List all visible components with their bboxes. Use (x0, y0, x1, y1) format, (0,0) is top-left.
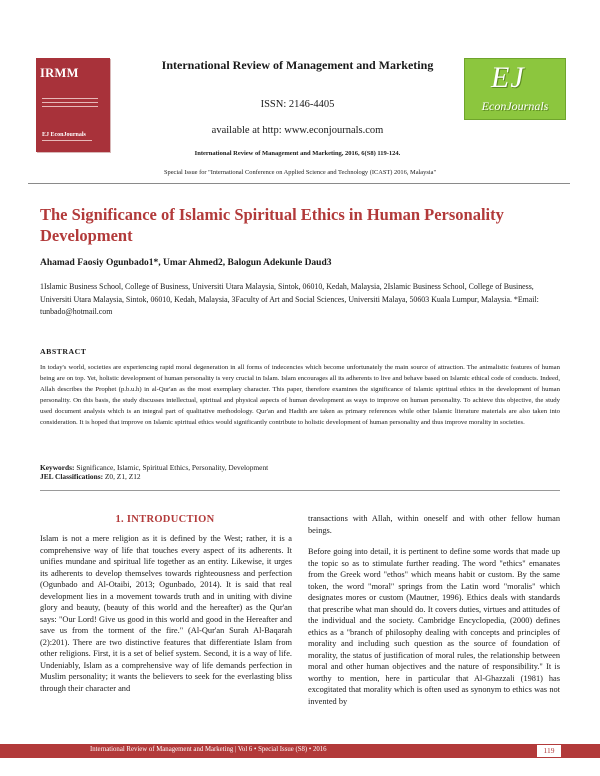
keywords-value: Significance, Islamic, Spiritual Ethics, Personality, Development (76, 463, 269, 472)
citation-line: International Review of Management and Marketing, 2016, 6(S8) 119-124. (194, 150, 401, 157)
keywords-label: Keywords: (40, 463, 75, 472)
body-right-column-paragraph: Before going into detail, it is pertinent to define some words that made up the topic so as to stimulate further reading. The word "ethics" emanates from the Greek word "ethos" which means habit or custom. By the same token, the word "moral" springs from the Latin word "moralis" which designates mores or custom (Mautner, 1996). Ethics deals with standards that prescribe what man should do. It covers duties, virtues and attitudes of the individual and the society. Cambridge Encyclopedia, (2000) defines ethics as a "branch of philosophy dealing with concepts and principles of morality and including such question as the source of foundation of morality, the status of justification of moral rules, the relationship between moral and other human objectives and the nature of responsibility." It is worthy to mention, here in particular that Al-Ghazzali (1981) has excogitated that morality which is often used as synonym to ethics was not invented by (308, 547, 560, 706)
ej-logo-wordmark: EconJournals (481, 99, 549, 113)
econjournals-logo (464, 58, 566, 120)
ej-logo-mark: EJ (491, 61, 525, 94)
abstract-heading: ABSTRACT (40, 347, 87, 356)
issn: ISSN: 2146-4405 (260, 99, 335, 110)
author-list: Ahamad Faosiy Ogunbado1*, Umar Ahmed2, Balogun Adekunle Daud3 (40, 258, 332, 268)
keywords-line (40, 463, 560, 472)
section-heading-introduction: 1. INTRODUCTION (115, 514, 215, 525)
paper-title: The Significance of Islamic Spiritual Ethics in Human Personality Development (40, 205, 504, 245)
logo-decoration-lines (42, 98, 98, 110)
jel-value: Z0, Z1, Z12 (104, 472, 141, 481)
abstract-divider (40, 490, 560, 491)
jel-label: JEL Classifications: (40, 472, 104, 481)
logo-decoration-bar (42, 140, 92, 141)
body-right-column-intro: transactions with Allah, within oneself and with other fellow human beings. (308, 514, 560, 535)
irmm-journal-cover-logo (36, 58, 110, 152)
footer-journal-info: International Review of Management and Marketing | Vol 6 • Special Issue (S8) • 2016 (90, 746, 327, 753)
special-issue-note: Special Issue for "International Conference on Applied Science and Technology (ICAST) 2016, Malaysia" (163, 169, 437, 176)
page-number: 119 (536, 744, 562, 758)
irmm-logo-publisher-text: EJ EconJournals (42, 132, 86, 138)
abstract-text: In today's world, societies are experiencing rapid moral degeneration in all forms of indecencies which become unfortunately the main source of attraction. The animalistic features of human being are on top. Yet, holistic development of human personality is very crucial in Islam. Islam encourages all its adherents to live and behave based on Islamic ethical code of conducts. Indeed, Allah describes the Prophet (p.b.u.h) in al-Qur'an as the most exemplary character. This paper, therefore examines the significance of Islamic spiritual ethics in the development of human personality. On this basis, the study discusses intellectual, spiritual and physical aspects of human development as ways to improve on human personality. To achieve this objective, the study used document analysis which is an integral part of qualitative methodology. Qur'an and Hadith are taken as primary references while other Islamic literature materials are also taken into consideration. It is hoped that improve on Islamic spiritual ethics would significantly contribute to holistic development of human personality and thus improve morality in societies. (40, 364, 560, 426)
body-left-column: Islam is not a mere religion as it is defined by the West; rather, it is a comprehensive way of life that touches every aspect of its adherents. It unifies mundane and spiritual life together as an entity. Likewise, it urges its adherents to develop themselves towards righteousness and perfection (Ogunbado and Al-Otaibi, 2013; Ogunbado, 2014). It is said that real development lies in a movement towards truth and in uniting with divine glory and beauty, (beauty of this world and the hereafter) as the Qur'an says: "Our Lord! Give us good in this world and good in the Hereafter and save us from the torment of the fire." (Al-Qur'an Surah Al-Baqarah (2):201). There are two distinctive features that differentiate Islam from other religions. First, it is a set of belief system. Second, it is a way of life. Undeniably, Islam as a comprehensive way of life demands perfection in Muslim personality; it wants the believers to seek for the everlasting bliss through their character and (40, 534, 292, 693)
header-divider (28, 183, 570, 184)
availability-link[interactable]: available at http: www.econjournals.com (211, 125, 384, 136)
journal-title: International Review of Management and Marketing (161, 58, 434, 72)
affiliations: 1Islamic Business School, College of Business, Universiti Utara Malaysia, Sintok, 06010, Kedah, Malaysia, 2Islamic Business School, College of Business, Universiti Utara Malaysia, Sintok, 06010, Kedah, Malaysia, 3Faculty of Art and Social Sciences, Universiti Malaya, 50603 Kuala Lumpur, Malaysia. *Email: tunbado@hotmail.com (40, 282, 539, 317)
jel-line (40, 472, 560, 481)
irmm-logo-text: IRMM (40, 66, 79, 80)
